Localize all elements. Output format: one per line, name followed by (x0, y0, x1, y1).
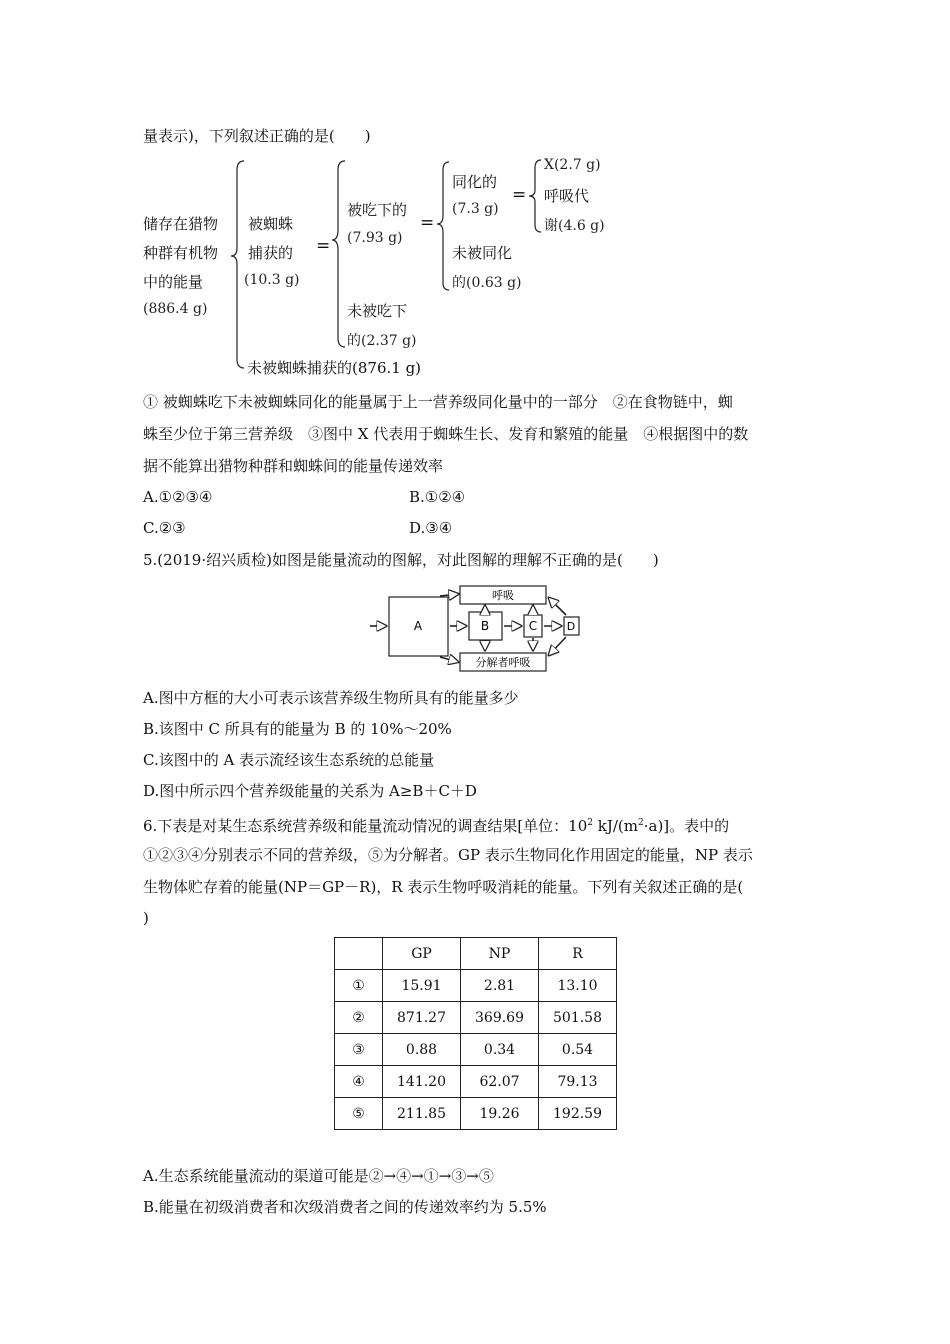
q6-stem-sup-1: 2 (587, 818, 593, 828)
table-header-row (335, 938, 617, 970)
not-eaten-value: 的(2.37 g) (347, 333, 417, 349)
table-cell: ③ (335, 1034, 383, 1066)
q4-option-b[interactable]: B.①②④ (409, 488, 466, 506)
not-assimilated-value: 的(0.63 g) (452, 275, 522, 291)
q6-stem-line-4: ) (143, 909, 149, 927)
root-value: (886.4 g) (143, 301, 208, 317)
q6-stem-line-1 (143, 813, 729, 836)
q4-option-a[interactable]: A.①②③④ (143, 488, 213, 506)
arrow-a-resp (440, 594, 458, 596)
captured-line-1: 被蜘蛛 (248, 215, 294, 233)
q5-option-c[interactable]: C.该图中的 A 表示流经该生态系统的总能量 (143, 751, 435, 769)
table-cell: 501.58 (539, 1002, 617, 1034)
table-row (335, 1098, 617, 1130)
q6-stem-sup-2: 2 (638, 818, 644, 828)
table-cell: ④ (335, 1066, 383, 1098)
label-b: B (480, 619, 490, 633)
equals-sign-1: = (316, 236, 331, 256)
root-line-1: 储存在猎物 (143, 215, 219, 233)
q4-option-c[interactable]: C.②③ (143, 519, 186, 537)
table-cell: ⑤ (335, 1098, 383, 1130)
table-cell: 15.91 (383, 970, 461, 1002)
arrow-a-dec (440, 657, 458, 662)
q4-statement-line-1: ① 被蜘蛛吃下未被蜘蛛同化的能量属于上一营养级同化量中的一部分 ②在食物链中，蜘 (143, 393, 733, 411)
table-cell: 141.20 (383, 1066, 461, 1098)
equals-sign-2: = (420, 213, 435, 233)
captured-value: (10.3 g) (244, 272, 300, 288)
arrow-d-resp (549, 598, 566, 615)
label-decomposer: 分解者呼吸 (475, 656, 531, 669)
q6-stem-part-2: kJ/(m (593, 817, 638, 835)
x-value: X(2.7 g) (544, 157, 601, 173)
table-cell: 79.13 (539, 1066, 617, 1098)
q6-stem-part-3: ·a)]。表中的 (643, 817, 730, 835)
table-row (335, 1002, 617, 1034)
table-cell: 19.26 (461, 1098, 539, 1130)
table-header-cell: NP (461, 938, 539, 970)
eaten-value: (7.93 g) (347, 230, 403, 246)
q6-stem-part-1: 6.下表是对某生态系统营养级和能量流动情况的调查结果[单位：10 (143, 817, 588, 835)
label-respiration: 呼吸 (492, 589, 514, 602)
assimilated-value: (7.3 g) (452, 201, 499, 217)
q4-statement-line-2: 蛛至少位于第三营养级 ③图中 X 代表用于蜘蛛生长、发育和繁殖的能量 ④根据图中的数 (143, 425, 749, 443)
q6-option-b[interactable]: B.能量在初级消费者和次级消费者之间的传递效率约为 5.5% (143, 1198, 547, 1216)
table-cell: 369.69 (461, 1002, 539, 1034)
table-cell: 0.34 (461, 1034, 539, 1066)
captured-line-2: 捕获的 (248, 244, 294, 262)
q5-stem: 5.(2019·绍兴质检)如图是能量流动的图解，对此图解的理解不正确的是( ) (143, 551, 659, 569)
table-cell: ① (335, 970, 383, 1002)
q6-option-a[interactable]: A.生态系统能量流动的渠道可能是②→④→①→③→⑤ (143, 1167, 494, 1185)
eaten-label: 被吃下的 (347, 201, 408, 219)
label-a: A (413, 619, 423, 633)
q6-stem-line-2: ①②③④分别表示不同的营养级，⑤为分解者。GP 表示生物同化作用固定的能量，NP 表示 (143, 846, 753, 864)
q5-option-b[interactable]: B.该图中 C 所具有的能量为 B 的 10%～20% (143, 720, 452, 738)
q5-option-a[interactable]: A.图中方框的大小可表示该营养级生物所具有的能量多少 (143, 689, 519, 707)
q5-option-d[interactable]: D.图中所示四个营养级能量的关系为 A≥B＋C＋D (143, 782, 477, 800)
q6-data-table (334, 937, 617, 1130)
label-c: C (528, 619, 538, 633)
resp-label: 呼吸代 (544, 187, 590, 205)
not-assimilated-label: 未被同化 (452, 244, 513, 262)
table-cell: 211.85 (383, 1098, 461, 1130)
table-cell: 2.81 (461, 970, 539, 1002)
table-cell: 871.27 (383, 1002, 461, 1034)
table-cell: 0.54 (539, 1034, 617, 1066)
table-header-cell: R (539, 938, 617, 970)
table-cell: 0.88 (383, 1034, 461, 1066)
not-eaten-label: 未被吃下 (347, 302, 408, 320)
equals-sign-3: = (512, 185, 527, 205)
label-d: D (566, 620, 576, 633)
assimilated-label: 同化的 (452, 173, 498, 191)
intro-line: 量表示)，下列叙述正确的是( ) (143, 127, 371, 145)
root-line-2: 种群有机物 (143, 244, 219, 262)
table-cell: ② (335, 1002, 383, 1034)
table-row (335, 1066, 617, 1098)
resp-value: 谢(4.6 g) (544, 218, 605, 234)
table-cell: 13.10 (539, 970, 617, 1002)
table-header-cell: GP (383, 938, 461, 970)
not-captured: 未被蜘蛛捕获的(876.1 g) (247, 359, 422, 377)
table-cell: 62.07 (461, 1066, 539, 1098)
q4-statement-line-3: 据不能算出猎物种群和蜘蛛间的能量传递效率 (143, 457, 444, 475)
table-header-cell (335, 938, 383, 970)
root-line-3: 中的能量 (143, 273, 204, 291)
q4-option-d[interactable]: D.③④ (409, 519, 453, 537)
table-row (335, 970, 617, 1002)
table-row (335, 1034, 617, 1066)
table-cell: 192.59 (539, 1098, 617, 1130)
arrow-d-dec (549, 637, 566, 655)
q6-stem-line-3: 生物体贮存着的能量(NP＝GP－R)，R 表示生物呼吸消耗的能量。下列有关叙述正确的是( (143, 878, 744, 896)
